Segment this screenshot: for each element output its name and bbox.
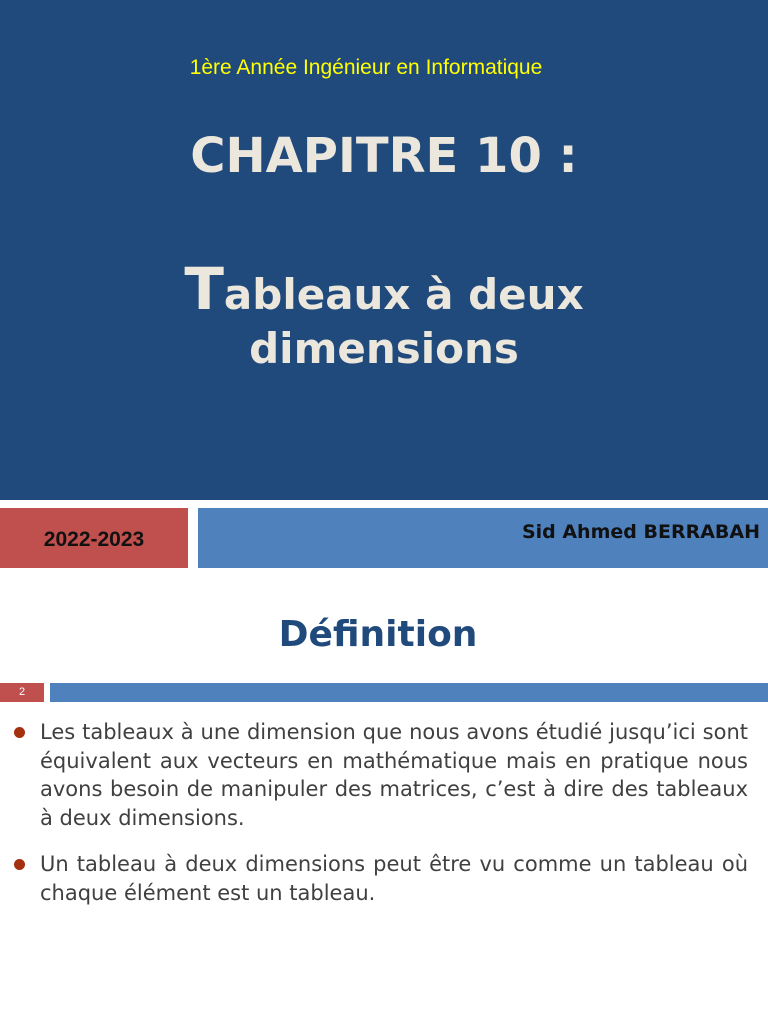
section-heading: Définition bbox=[278, 614, 478, 655]
bullet-text: Les tableaux à une dimension que nous avons étudié jusqu’ici sont équivalent aux vecteurs en mathématique mais en pratique nous avons besoin de manipuler des matrices, c’est à dire des tableaux à deux dimensions. bbox=[40, 720, 748, 830]
chapter-title bbox=[0, 255, 768, 376]
author-bar bbox=[198, 508, 768, 568]
bullet-text: Un tableau à deux dimensions peut être vu comme un tableau où chaque élément est un tableau. bbox=[40, 852, 748, 905]
bullet-dot-icon bbox=[14, 859, 25, 870]
bullet-item bbox=[12, 718, 748, 832]
bullet-item bbox=[12, 850, 748, 907]
page-number: 2 bbox=[0, 683, 44, 702]
cover-slide bbox=[0, 0, 768, 500]
title-initial: T bbox=[184, 255, 224, 323]
bullet-dot-icon bbox=[14, 727, 25, 738]
bullet-list bbox=[12, 718, 748, 925]
course-subtitle: 1ère Année Ingénieur en Informatique bbox=[189, 56, 543, 79]
author-name: Sid Ahmed BERRABAH bbox=[521, 521, 760, 543]
academic-year: 2022-2023 bbox=[43, 528, 145, 551]
title-line2: dimensions bbox=[249, 324, 519, 373]
chapter-label: CHAPITRE 10 : bbox=[190, 128, 578, 184]
title-line1: ableaux à deux bbox=[223, 270, 584, 319]
year-box bbox=[0, 508, 188, 568]
heading-rule bbox=[50, 683, 768, 702]
separator bbox=[0, 500, 768, 508]
